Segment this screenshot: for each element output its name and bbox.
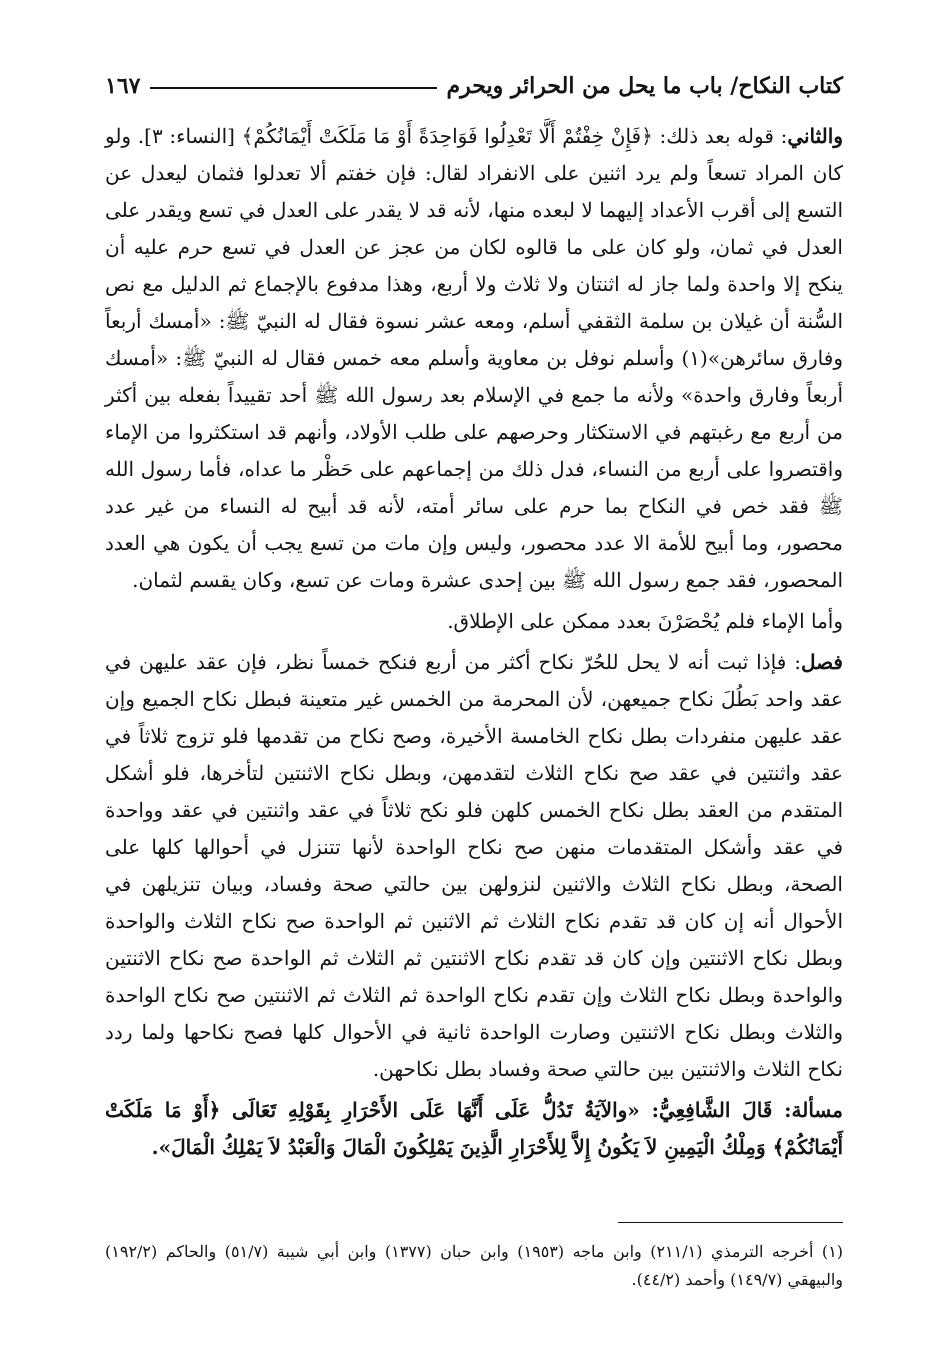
footnote-1: (١) أخرجه الترمذي (٢١١/١) وابن ماجه (١٩٥٣) وابن حبان (١٣٧٧) وابن أبي شيبة (٥١/٧) والحاكم (١٩٢/٢) والبيهقي (١٤٩/٧) وأحمد (٤٤/٢). [105,1242,844,1289]
paragraph-1-lead: والثاني [787,124,843,148]
paragraph-2-text: وأما الإماء فلم يُحْصَرْنَ بعدد ممكن على الإطلاق. [447,609,843,633]
paragraph-3-lead: فصل [800,650,843,674]
paragraph-2 [105,603,843,640]
footnotes [105,1238,843,1294]
running-title: كتاب النكاح/ باب ما يحل من الحرائر ويحرم [446,73,843,99]
footnote-separator [618,1222,843,1223]
header-rule [150,87,436,89]
paragraph-3-text: : فإذا ثبت أنه لا يحل للحُرّ نكاح أكثر من أربع فنكح خمساً نظر، فإن عقد عليهن في عقد واحد بَطُلَ نكاح جميعهن، لأن المحرمة من الخمس غير متعينة فبطل نكاح الجميع وإن عقد عليهن منفردات بطل نكاح الخامسة الأخيرة، وصح نكاح من تقدمها فلو تزوج ثلاثاً في عقد واثنتين في عقد صح نكاح الثلاث لتقدمهن، وبطل نكاح الاثنتين لتأخرها، فلو أشكل المتقدم من العقد بطل نكاح الخمس كلهن فلو نكح ثلاثاً في عقد واثنتين في عقد وواحدة في عقد وأشكل المتقدمات منهن صح نكاح الواحدة لأنها تتنزل في أحوالها كلها على الصحة، وبطل نكاح الثلاث والاثنين لنزولهن بين حالتي صحة وفساد، وبيان تنزيلهن في الأحوال أنه إن كان قد تقدم نكاح الثلاث ثم الاثنين ثم الواحدة صح نكاح الثلاث والواحدة وبطل نكاح الاثنتين وإن كان قد تقدم نكاح الاثنتين ثم الثلاث ثم الواحدة صح نكاح الاثنتين والواحدة وبطل نكاح الثلاث وإن تقدم نكاح الواحدة ثم الثلاث ثم الاثنتين صح نكاح الواحدة والثلاث وبطل نكاح الاثنتين وصارت الواحدة ثانية في الأحوال كلها فصح نكاحها ولما ردد نكاح الثلاث والاثنتين بين حالتي صحة وفساد بطل نكاحهن. [105,650,843,1081]
page-number: ١٦٧ [105,73,141,99]
paragraph-4-text: : «والآيَةُ تَدُلُّ عَلَى أَنَّهَا عَلَى الأَحْرَارِ بِقَوْلِهِ تَعَالَى ﴿أَوْ مَا مَلَكَتْ أَيْمَانُكُمْ﴾ وَمِلْكُ الْيَمِينِ لاَ يَكُونُ إِلاَّ لِلأَحْرَارِ الَّذِينَ يَمْلِكُونَ الْمَالَ وَالْعَبْدُ لاَ يَمْلِكُ الْمَالَ». [105,1098,843,1159]
paragraph-4-lead: مسألة: قَالَ الشَّافِعِيُّ [658,1098,843,1122]
paragraph-1 [105,118,843,599]
main-text [105,118,843,1166]
paragraph-1-text: : قوله بعد ذلك: ﴿فَإِنْ خِفْتُمْ أَلَّا تَعْدِلُوا فَوَاحِدَةً أَوْ مَا مَلَكَتْ أَيْمَانُكُمْ﴾ [النساء: ٣]. ولو كان المراد تسعاً ولم يرد اثنين على الانفراد لقال: فإن خفتم ألا تعدلوا فثمان ليعدل عن التسع إلى أقرب الأعداد إليهما لا لبعده منها، لأنه قد لا يقدر على العدل في تسع ويقدر على العدل في ثمان، ولو كان على ما قالوه لكان من عجز عن العدل في تسع حرم عليه أن ينكح إلا واحدة ولما جاز له اثنتان ولا ثلاث ولا أربع، وهذا مدفوع بالإجماع ثم الدليل مع نص السُّنة أن غيلان بن سلمة الثقفي أسلم، ومعه عشر نسوة فقال له النبيّ ﷺ: «أمسك أربعاً وفارق سائرهن»(١) وأسلم نوفل بن معاوية وأسلم معه خمس فقال له النبيّ ﷺ: «أمسك أربعاً وفارق واحدة» ولأنه ما جمع في الإسلام بعد رسول الله ﷺ أحد تقييداً بفعله بين أكثر من أربع مع رغبتهم في الاستكثار وحرصهم على طلب الأولاد، وأنهم قد استكثروا من الإماء واقتصروا على أربع من النساء، فدل ذلك من إجماعهم على حَظْر ما عداه، فأما رسول الله ﷺ فقد خص في النكاح بما حرم على سائر أمته، لأنه قد أبيح له النساء من غير عدد محصور، وما أبيح للأمة الا عدد محصور، وليس وإن مات من تسع يجب أن يكون هي العدد المحصور، فقد جمع رسول الله ﷺ بين إحدى عشرة ومات عن تسع، وكان يقسم لثمان. [105,124,844,592]
page-header [105,66,843,106]
paragraph-3 [105,644,843,1088]
paragraph-4 [105,1092,843,1166]
